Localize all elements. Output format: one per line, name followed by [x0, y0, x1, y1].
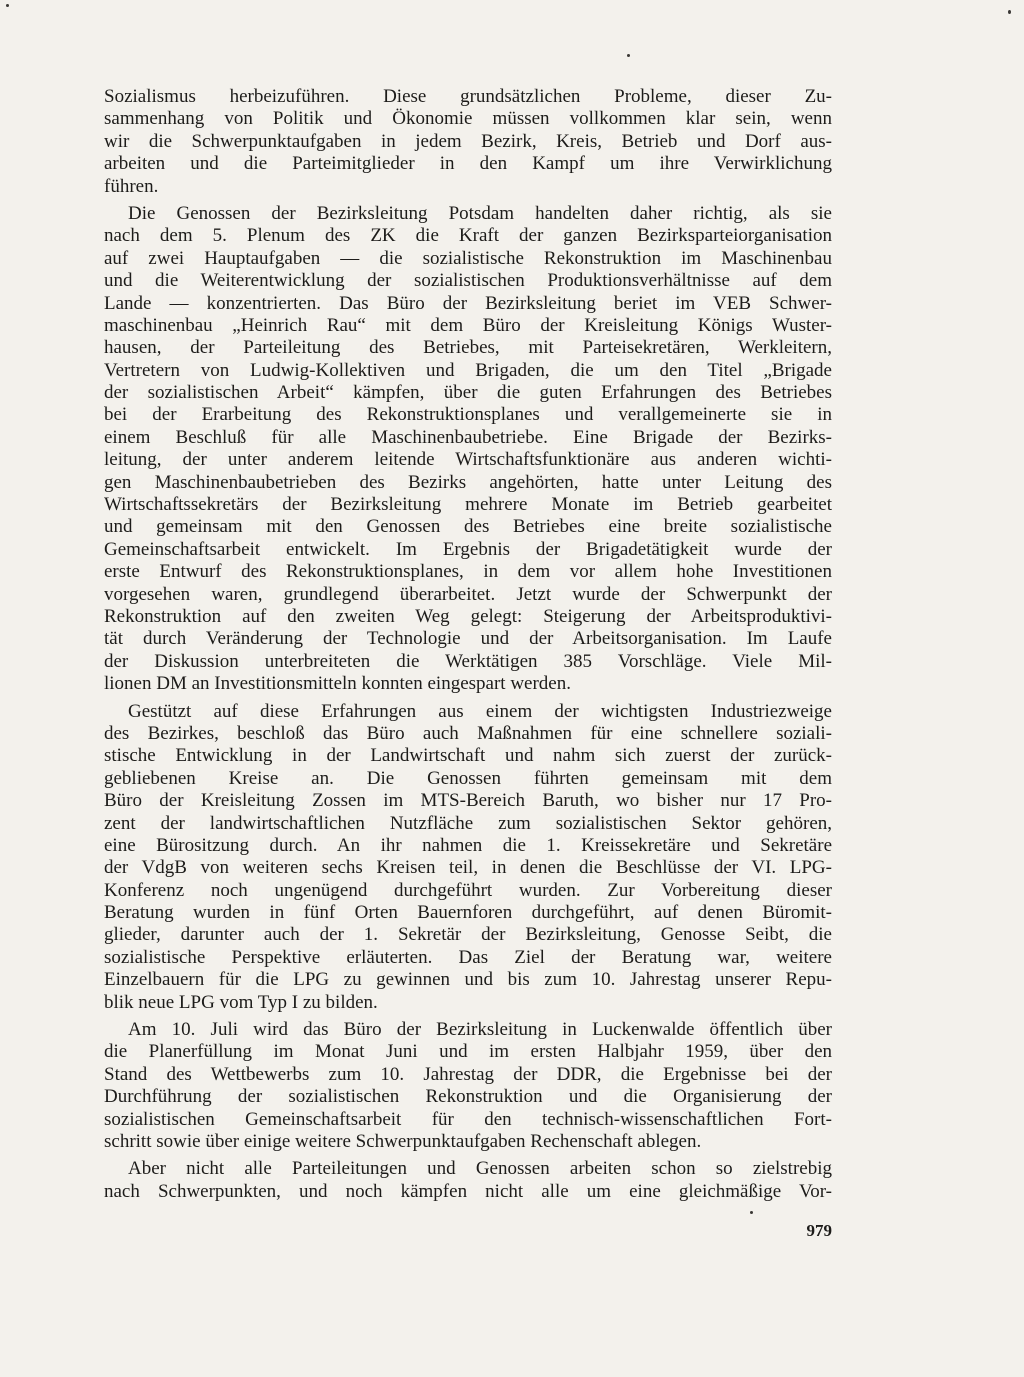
- text-line: Sozialismus herbeizuführen. Diese grundsätzlichen Probleme, dieser Zu-: [104, 86, 832, 107]
- text-line: Die Genossen der Bezirksleitung Potsdam handelten daher richtig, als sie: [128, 202, 832, 224]
- text-line: Aber nicht alle Parteileitungen und Genossen arbeiten schon so zielstrebig: [128, 1158, 832, 1180]
- text-line: führen.: [104, 175, 159, 197]
- text-line: einem Beschluß für alle Maschinenbaubetriebe. Eine Brigade der Bezirks-: [104, 426, 832, 448]
- text-line: blik neue LPG vom Typ I zu bilden.: [104, 991, 378, 1013]
- scan-speck: [750, 1211, 753, 1214]
- text-line: auf zwei Hauptaufgaben — die sozialistische Rekonstruktion im Maschinenbau: [104, 247, 832, 269]
- text-line: Stand des Wettbewerbs zum 10. Jahrestag der DDR, die Ergebnisse bei der: [104, 1063, 832, 1085]
- text-line: die Planerfüllung im Monat Juni und im ersten Halbjahr 1959, über den: [104, 1041, 832, 1063]
- text-line: tät durch Veränderung der Technologie und der Arbeitsorganisation. Im Laufe: [104, 628, 832, 650]
- text-line: stische Entwicklung in der Landwirtschaft und nahm sich zuerst der zurück-: [104, 745, 832, 767]
- paragraph: [104, 86, 832, 198]
- text-line: sozialistischen Gemeinschaftsarbeit für den technisch-wissenschaftlichen Fort-: [104, 1108, 832, 1130]
- text-line: gen Maschinenbaubetrieben des Bezirks angehörten, hatte unter Leitung des: [104, 471, 832, 493]
- text-line: Vertretern von Ludwig-Kollektiven und Brigaden, die um den Titel „Brigade: [104, 359, 832, 381]
- text-line: schritt sowie über einige weitere Schwerpunktaufgaben Rechenschaft ablegen.: [104, 1130, 702, 1152]
- text-line: Einzelbauern für die LPG zu gewinnen und bis zum 10. Jahrestag unserer Repu-: [104, 969, 832, 991]
- body-text: [104, 86, 832, 1208]
- text-line: zent der landwirtschaftlichen Nutzfläche zum sozialistischen Sektor gehören,: [104, 812, 832, 834]
- text-line: glieder, darunter auch der 1. Sekretär der Bezirksleitung, Genosse Seibt, die: [104, 924, 832, 946]
- text-line: sammenhang von Politik und Ökonomie müssen vollkommen klar sein, wenn: [104, 108, 832, 130]
- text-line: Gemeinschaftsarbeit entwickelt. Im Ergebnis der Brigadetätigkeit wurde der: [104, 538, 832, 560]
- text-line: maschinenbau „Heinrich Rau“ mit dem Büro der Kreisleitung Königs Wuster-: [104, 314, 832, 336]
- text-line: nach Schwerpunkten, und noch kämpfen nicht alle um eine gleichmäßige Vor-: [104, 1180, 832, 1202]
- scan-speck: [1008, 10, 1011, 14]
- text-line: bei der Erarbeitung des Rekonstruktionsplanes und verallgemeinerte sie in: [104, 404, 832, 426]
- text-line: gebliebenen Kreise an. Die Genossen führten gemeinsam mit dem: [104, 767, 832, 789]
- text-line: wir die Schwerpunktaufgaben in jedem Bezirk, Kreis, Betrieb und Dorf aus-: [104, 130, 832, 152]
- text-line: Büro der Kreisleitung Zossen im MTS-Bereich Baruth, wo bisher nur 17 Pro-: [104, 790, 832, 812]
- text-line: eine Bürositzung durch. An ihr nahmen die 1. Kreissekretäre und Sekretäre: [104, 834, 832, 856]
- text-line: sozialistische Perspektive erläuterten. Das Ziel der Beratung war, weitere: [104, 946, 832, 968]
- text-line: erste Entwurf des Rekonstruktionsplanes, in dem vor allem hohe Investitionen: [104, 561, 832, 583]
- paragraph: [104, 1158, 832, 1203]
- text-line: und die Weiterentwicklung der sozialistischen Produktionsverhältnisse auf dem: [104, 270, 832, 292]
- text-line: Durchführung der sozialistischen Rekonstruktion und die Organisierung der: [104, 1086, 832, 1108]
- text-line: des Bezirkes, beschloß das Büro auch Maßnahmen für eine schnellere soziali-: [104, 722, 832, 744]
- text-line: nach dem 5. Plenum des ZK die Kraft der ganzen Bezirksparteiorganisation: [104, 225, 832, 247]
- text-line: vorgesehen waren, grundlegend überarbeitet. Jetzt wurde der Schwerpunkt der: [104, 583, 832, 605]
- text-line: arbeiten und die Parteimitglieder in den Kampf um ihre Verwirklichung: [104, 153, 832, 175]
- text-line: der VdgB von weiteren sechs Kreisen teil, in denen die Beschlüsse der VI. LPG-: [104, 857, 832, 879]
- text-line: Gestützt auf diese Erfahrungen aus einem der wichtigsten Industriezweige: [128, 700, 832, 722]
- paragraph: [104, 1019, 832, 1153]
- paragraph: [104, 701, 832, 1014]
- text-line: Beratung wurden in fünf Orten Bauernforen durchgeführt, auf denen Büromit-: [104, 902, 832, 924]
- text-line: Konferenz noch ungenügend durchgeführt wurden. Zur Vorbereitung dieser: [104, 879, 832, 901]
- text-line: der Diskussion unterbreiteten die Werktätigen 385 Vorschläge. Viele Mil-: [104, 650, 832, 672]
- text-line: hausen, der Parteileitung des Betriebes, mit Parteisekretären, Werkleitern,: [104, 337, 832, 359]
- text-line: und gemeinsam mit den Genossen des Betriebes eine breite sozialistische: [104, 516, 832, 538]
- paragraph: [104, 203, 832, 696]
- text-line: leitung, der unter anderem leitende Wirtschaftsfunktionäre aus anderen wichti-: [104, 449, 832, 471]
- text-line: Rekonstruktion auf den zweiten Weg gelegt: Steigerung der Arbeitsproduktivi-: [104, 605, 832, 627]
- text-line: der sozialistischen Arbeit“ kämpfen, über die guten Erfahrungen des Betriebes: [104, 382, 832, 404]
- page-number: 979: [806, 1221, 832, 1240]
- scan-speck: [6, 4, 9, 7]
- scan-speck: [627, 54, 630, 57]
- text-line: lionen DM an Investitionsmitteln konnten eingespart werden.: [104, 673, 571, 695]
- text-line: Lande — konzentrierten. Das Büro der Bezirksleitung beriet im VEB Schwer-: [104, 292, 832, 314]
- text-line: Wirtschaftssekretärs der Bezirksleitung mehrere Monate im Betrieb gearbeitet: [104, 494, 832, 516]
- text-line: Am 10. Juli wird das Büro der Bezirksleitung in Luckenwalde öffentlich über: [128, 1019, 832, 1041]
